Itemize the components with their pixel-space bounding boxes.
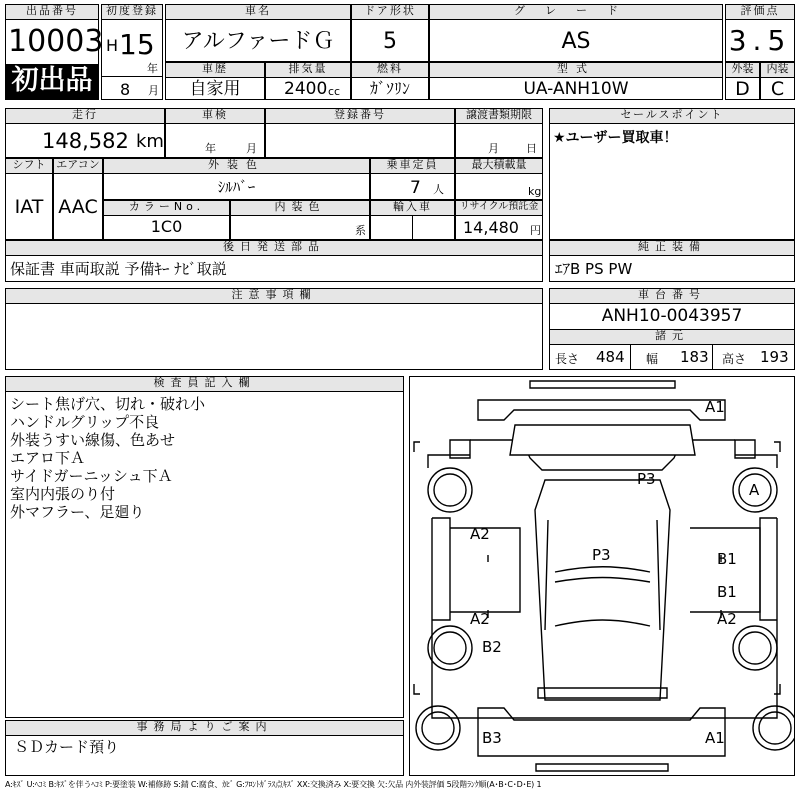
chassis-label: 車台番号 xyxy=(549,288,795,304)
capacity: 7 xyxy=(410,178,421,198)
month: 8 xyxy=(120,80,131,99)
capacity-label: 乗車定員 xyxy=(370,158,455,174)
era: H xyxy=(106,36,119,55)
inspection-year-unit: 年 xyxy=(205,142,216,155)
ac: AAC xyxy=(58,196,98,218)
mileage: 148,582 xyxy=(42,129,129,153)
displacement-label: 排気量 xyxy=(265,62,351,78)
mark-b1-b: B1 xyxy=(717,583,737,601)
later-items: 保証書 車両取説 予備ｷｰ ﾅﾋﾞ取説 xyxy=(10,260,227,278)
inspector-item: 室内内張のり付 xyxy=(10,485,116,503)
import-divider xyxy=(412,216,413,240)
recycle-unit: 円 xyxy=(530,224,541,237)
notes-label: 注意事項欄 xyxy=(5,288,543,304)
ac-label: エアコン xyxy=(53,158,103,174)
int-color-unit: 系 xyxy=(355,224,366,237)
lot-number: 10003 xyxy=(8,24,104,59)
mark-a1-bottom: A1 xyxy=(705,729,725,747)
transfer-day-unit: 日 xyxy=(526,142,537,155)
sales-box xyxy=(549,108,795,240)
capacity-unit: 人 xyxy=(433,183,444,196)
height: 193 xyxy=(760,348,789,366)
color-no-label: カラーNo. xyxy=(103,200,230,216)
lot-label: 出品番号 xyxy=(5,4,99,20)
mark-p3-mid: P3 xyxy=(592,546,611,564)
inspection-label: 車検 xyxy=(165,108,265,124)
year-unit: 年 xyxy=(147,62,158,75)
load-unit: kg xyxy=(528,185,542,198)
interior-label: 内装 xyxy=(760,62,795,78)
height-label: 高さ xyxy=(722,352,747,366)
score: 3.5 xyxy=(728,24,792,57)
specs-label: 諸元 xyxy=(549,329,795,345)
sales-label: セールスポイント xyxy=(549,108,795,124)
transfer-month-unit: 月 xyxy=(488,142,499,155)
car-diagram xyxy=(409,376,795,776)
office-note: ＳＤカード預り xyxy=(14,738,120,756)
inspector-item: 外装うすい線傷、色あせ xyxy=(10,431,176,449)
mark-b1-a: B1 xyxy=(717,550,737,568)
displacement-unit: cc xyxy=(328,85,341,98)
grade-label: グレード xyxy=(429,4,723,20)
history: 自家用 xyxy=(189,79,241,99)
ext-color-label: 外装色 xyxy=(103,158,370,174)
score-label: 評価点 xyxy=(725,4,795,20)
mark-a2-left-front: A2 xyxy=(470,525,490,543)
recycle: 14,480 xyxy=(463,218,519,237)
mark-a2-right: A2 xyxy=(717,610,737,628)
transfer-label: 譲渡書類期限 xyxy=(455,108,543,124)
interior-grade: C xyxy=(770,78,785,100)
inspector-item: サイドガーニッシュ下Ａ xyxy=(10,467,173,485)
office-label: 事務局よりご案内 xyxy=(5,720,404,736)
width-label: 幅 xyxy=(646,352,659,366)
mark-p3-top: P3 xyxy=(637,470,656,488)
specs-divider-2 xyxy=(712,345,713,370)
sales-point: ★ユーザー買取車！ xyxy=(553,130,678,146)
specs-divider-1 xyxy=(630,345,631,370)
model-label: 型式 xyxy=(429,62,723,78)
month-unit: 月 xyxy=(148,84,159,97)
recycle-label: リサイクル預託金 xyxy=(455,200,543,216)
equipment: ｴｱB PS PW xyxy=(555,260,633,278)
mark-b2: B2 xyxy=(482,638,502,656)
car-name: アルファードＧ xyxy=(181,29,335,54)
fuel: ｶﾞｿﾘﾝ xyxy=(369,79,410,98)
inspector-item: ハンドルグリップ不良 xyxy=(10,413,160,431)
import-label: 輸入車 xyxy=(370,200,455,216)
first-reg-label: 初度登録 xyxy=(101,4,163,20)
grade: AS xyxy=(561,29,591,54)
inspector-item: エアロ下Ａ xyxy=(10,449,86,467)
inspector-item: シート焦げ穴、切れ・破れ小 xyxy=(10,395,206,413)
length-label: 長さ xyxy=(555,352,580,366)
first-listing-text: 初出品 xyxy=(11,65,93,96)
mark-a2-left-rear: A2 xyxy=(470,610,490,628)
mark-a-right: A xyxy=(749,481,760,499)
first-reg-divider xyxy=(101,76,163,77)
inspector-item: 外マフラー、足廻り xyxy=(10,503,145,521)
load-label: 最大積載量 xyxy=(455,158,543,174)
int-color-label: 内装色 xyxy=(230,200,370,216)
ext-color: ｼﾙﾊﾞｰ xyxy=(217,178,256,196)
equip-label: 純正装備 xyxy=(549,240,795,256)
chassis: ANH10-0043957 xyxy=(601,306,743,326)
shift-label: シフト xyxy=(5,158,53,174)
mileage-unit: km xyxy=(136,131,164,152)
width: 183 xyxy=(680,348,709,366)
door-label: ドア形状 xyxy=(351,4,429,20)
later-label: 後日発送部品 xyxy=(5,240,543,256)
history-label: 車歴 xyxy=(165,62,265,78)
inspection-month-unit: 月 xyxy=(246,142,257,155)
model: UA-ANH10W xyxy=(523,79,629,99)
color-no: 1C0 xyxy=(150,217,183,236)
exterior-grade: D xyxy=(735,78,750,100)
fuel-label: 燃料 xyxy=(351,62,429,78)
doors: 5 xyxy=(383,29,397,54)
car-name-label: 車名 xyxy=(165,4,351,20)
reg-number-label: 登録番号 xyxy=(265,108,455,124)
year: 15 xyxy=(119,28,155,61)
inspector-label: 検査員記入欄 xyxy=(5,376,404,392)
mileage-label: 走行 xyxy=(5,108,165,124)
mark-b3: B3 xyxy=(482,729,502,747)
mark-a1-top: A1 xyxy=(705,398,725,416)
length: 484 xyxy=(596,348,625,366)
inspector-list xyxy=(10,395,400,521)
shift: IAT xyxy=(14,196,44,218)
exterior-label: 外装 xyxy=(725,62,760,78)
displacement: 2400 xyxy=(284,79,328,99)
legend: A:ｷｽﾞ U:ﾍｺﾐ B:ｷｽﾞを伴うﾍｺﾐ P:要塗装 W:補修跡 S:錆 C:腐食、ｶﾋﾞ G:ﾌﾛﾝﾄｶﾞﾗｽ点ｷｽﾞ XX:交換済み X:要交換 欠:欠品 内外装評価 5段階ﾗﾝｸ順(A･B･C･D･E) 1 xyxy=(5,780,542,789)
